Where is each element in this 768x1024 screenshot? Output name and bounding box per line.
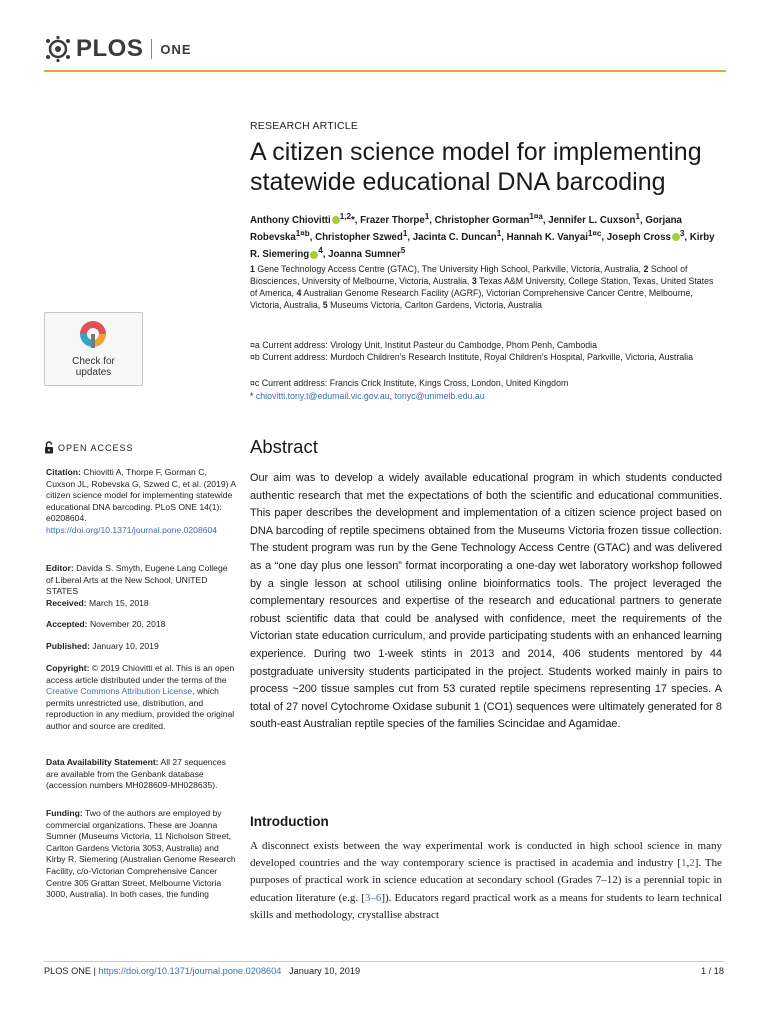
citation-text: Chiovitti A, Thorpe F, Gorman C, Cuxson JL, Robevska G, Szwed C, et al. (2019) A citizen science model for implementing statewide educational DNA barcoding. PLoS ONE 14(1): e0208604.	[46, 467, 236, 524]
current-address-c: ¤c Current address: Francis Crick Institute, Kings Cross, London, United Kingdom	[250, 378, 569, 388]
data-availability-label: Data Availability Statement:	[46, 757, 159, 767]
author-affiliation: 1	[496, 229, 502, 239]
author-affiliation: 3	[679, 229, 685, 239]
footer-journal: PLOS ONE |	[44, 966, 96, 976]
author-name[interactable]: Hannah K. Vanyai	[506, 232, 588, 244]
affiliation-number: 3	[471, 275, 477, 286]
page-footer	[44, 966, 724, 976]
affiliation-number: 2	[643, 264, 649, 274]
corresponding-mark: *,	[350, 215, 358, 227]
accepted-block	[46, 619, 236, 631]
author-name[interactable]: Joanna Sumner	[328, 249, 401, 261]
reference-link[interactable]: 2	[689, 857, 695, 870]
author-name[interactable]: Frazer Thorpe	[360, 215, 425, 227]
affiliation-text: Museums Victoria, Carlton Gardens, Victoria, Australia	[330, 299, 542, 310]
intro-text: ,	[686, 857, 690, 870]
crossmark-line1: Check for	[72, 356, 115, 367]
author-list: Anthony Chiovitti $^{1,2}$*, Frazer Thorpe$^1$, Christopher Gorman$^{1¤a}$, Jennifer L. Cuxson$^1$, Gorjana Robevska$^{1¤b}$, Christopher Szwed$^1$, Jacinta C. Duncan$^1$, Hannah K. Vanyai$^{1¤c}$, Joseph Cross $^3$, Kirby R. Siemering $^4$, Joanna Sumner$^5$	[250, 212, 715, 261]
editor-block	[46, 563, 236, 598]
funding-block	[46, 808, 236, 901]
author-name[interactable]: Christopher Gorman	[434, 215, 530, 227]
open-access-label: OPEN ACCESS	[58, 442, 134, 453]
author-affiliation: 1¤c	[587, 229, 602, 239]
corresponding-emails: * chiovitti.tony.t@edumail.vic.gov.au, tonyc@unimelb.edu.au	[250, 391, 485, 401]
page-number: 1 / 18	[701, 966, 724, 976]
received-block	[46, 598, 236, 610]
citation-doi-link[interactable]: https://doi.org/10.1371/journal.pone.0208604	[46, 524, 218, 535]
plos-logo-icon	[44, 35, 72, 63]
accepted-label: Accepted:	[46, 619, 88, 629]
author-affiliation: 4	[318, 246, 323, 256]
intro-text: A disconnect exists between the way experimental work is conducted in high school science in many developed countries and the way contemporary science is practised in academia and industry [	[250, 840, 722, 870]
check-for-updates-badge[interactable]	[44, 312, 143, 386]
author-name[interactable]: Anthony Chiovitti	[250, 215, 331, 227]
current-address-a: ¤a Current address: Virology Unit, Institut Pasteur du Cambodge, Phom Penh, Cambodia	[250, 340, 598, 350]
orcid-icon[interactable]	[332, 216, 340, 224]
citation-label: Citation:	[46, 467, 81, 477]
logo-divider	[151, 39, 152, 59]
editor-text: Davida S. Smyth, Eugene Lang College of Liberal Arts at the New School, UNITED STATES	[46, 563, 228, 597]
citation-block	[46, 467, 236, 537]
crossmark-line2: updates	[75, 367, 112, 378]
reference-link[interactable]: 3–6	[364, 891, 382, 904]
journal-name: ONE	[160, 41, 192, 57]
author-affiliation: 1	[402, 229, 408, 239]
author-name[interactable]: Christopher Szwed	[315, 232, 403, 244]
published-date: January 10, 2019	[92, 641, 159, 651]
affiliation-text: Texas A&M University, College Station, Texas, United States of America,	[250, 275, 714, 298]
received-label: Received:	[46, 598, 87, 608]
received-date: March 15, 2018	[89, 598, 149, 608]
funding-text: Two of the authors are employed by commercial organizations. These are Joanna Sumner (Museums Victoria, 11 Nicholson Street, Carlton Gardens Victoria 3053, Australia) and Kirby R. Siemering (Australian Genome Research Facility, c/o-Victorian Comprehensive Cancer Centre 305 Grattan Street, Melbourne Victoria 3000, Australia). In both cases, the funding	[46, 808, 236, 900]
footer-left	[44, 966, 360, 976]
reference-link[interactable]: 1	[680, 857, 687, 870]
introduction-text	[250, 838, 722, 924]
email-link[interactable]: chiovitti.tony.t@edumail.vic.gov.au	[255, 391, 390, 401]
corresponding-star: *	[250, 391, 254, 401]
plos-brand: PLOS	[76, 35, 144, 62]
license-link[interactable]: Creative Commons Attribution License	[46, 686, 193, 697]
author-affiliation: 1	[424, 212, 430, 221]
open-lock-icon	[44, 441, 54, 454]
affiliation-number: 5	[322, 299, 328, 310]
accepted-date: November 20, 2018	[89, 619, 166, 629]
author-affiliation: 1,2	[339, 212, 351, 221]
copyright-text-2: , which permits unrestricted use, distribution, and reproduction in any medium, provided the original author and source are credited.	[46, 686, 235, 731]
footer-rule	[44, 961, 724, 962]
header-rule	[44, 70, 726, 72]
data-availability-block	[46, 757, 236, 792]
affiliations	[250, 264, 720, 312]
data-availability-text: All 27 sequences are available from the Genbank database (accession numbers MH028609-MH028635).	[46, 757, 226, 791]
open-access-badge	[44, 441, 134, 454]
crossmark-icon	[78, 319, 108, 349]
author-name[interactable]: Jacinta C. Duncan	[412, 232, 497, 244]
author-affiliation: 1¤a	[529, 212, 543, 221]
author-affiliation: 5	[400, 246, 406, 256]
author-name[interactable]: Joseph Cross	[606, 232, 671, 244]
affiliation-text: Australian Genome Research Facility (AGRF), Victorian Comprehensive Cancer Centre, Melbourne, Victoria, Australia,	[250, 287, 693, 310]
copyright-block	[46, 663, 236, 733]
author-name[interactable]: Kirby R. Siemering	[250, 232, 715, 261]
affiliation-number: 1	[250, 264, 255, 274]
affiliation-text: School of Biosciences, University of Melbourne, Victoria, Australia,	[250, 264, 688, 286]
footer-date: January 10, 2019	[289, 966, 361, 976]
intro-text: ]. The purposes of practical work in science education at secondary school (Grades 7–12) is a perennial topic in education literature (e.g. [	[250, 857, 722, 904]
published-block	[46, 641, 236, 653]
orcid-icon[interactable]	[672, 233, 680, 241]
abstract-text: Our aim was to develop a widely available educational program in which students conducted authentic research that met the expectations of both the scientific and educational communities. This paper describes the development and implementation of a citizen science project based on DNA barcoding of reptile specimens obtained from the Museums Victoria frozen tissue collection. The student program was run by the Gene Technology Access Centre (GTAC) and was delivered as a “one day plus one lesson” format incorporating a one-day wet laboratory workshop followed by a single lesson at school utilising online bioinformatics tools. The project leveraged the complementary resources and expertise of the research and educational partners to generate robust scientific data that could be analysed with confidence, meet the requirements of the Victorian state education curriculum, and provide participating students with an enhanced learning experience. During two 1-week stints in 2013 and 2014, 406 students mentored by 44 postgraduate university students participated in the project. Students worked mainly in pairs to process ~200 tissue samples cut from 53 curated reptile specimens representing 17 species. A total of 27 novel Cytochrome Oxidase subunit 1 (CO1) sequences were ultimately generated for 8 south-east Australian reptile species of the families Scincidae and Agamidae.	[250, 472, 722, 731]
email-link[interactable]: tonyc@unimelb.edu.au	[394, 391, 485, 401]
article-title: A citizen science model for implementing statewide educational DNA barcoding	[250, 138, 702, 196]
copyright-label: Copyright:	[46, 663, 90, 673]
plos-one-logo[interactable]	[44, 34, 192, 64]
editor-label: Editor:	[46, 563, 74, 573]
funding-label: Funding:	[46, 808, 83, 818]
author-affiliation: 1¤b	[295, 229, 310, 239]
abstract-heading: Abstract	[250, 436, 318, 457]
current-address-b: ¤b Current address: Murdoch Children’s Research Institute, Royal Children’s Hospital, Parkville, Victoria, Australia	[250, 352, 693, 362]
affiliation-number: 4	[296, 287, 302, 298]
article-type: RESEARCH ARTICLE	[250, 120, 359, 132]
footer-doi-link[interactable]: https://doi.org/10.1371/journal.pone.0208604	[98, 966, 282, 976]
published-label: Published:	[46, 641, 90, 651]
author-name[interactable]: Gorjana Robevska	[250, 215, 682, 244]
copyright-text-1: © 2019 Chiovitti et al. This is an open access article distributed under the terms of the	[46, 663, 235, 685]
affiliation-text: Gene Technology Access Centre (GTAC), The University High School, Parkville, Victoria, Australia,	[257, 264, 642, 274]
author-name[interactable]: Jennifer L. Cuxson	[548, 215, 636, 227]
introduction-heading: Introduction	[250, 814, 329, 829]
intro-text: ]). Educators regard practical work as a means for students to learn technical skills and methodology, crystallise abstract	[250, 891, 722, 921]
author-affiliation: 1	[635, 212, 640, 221]
